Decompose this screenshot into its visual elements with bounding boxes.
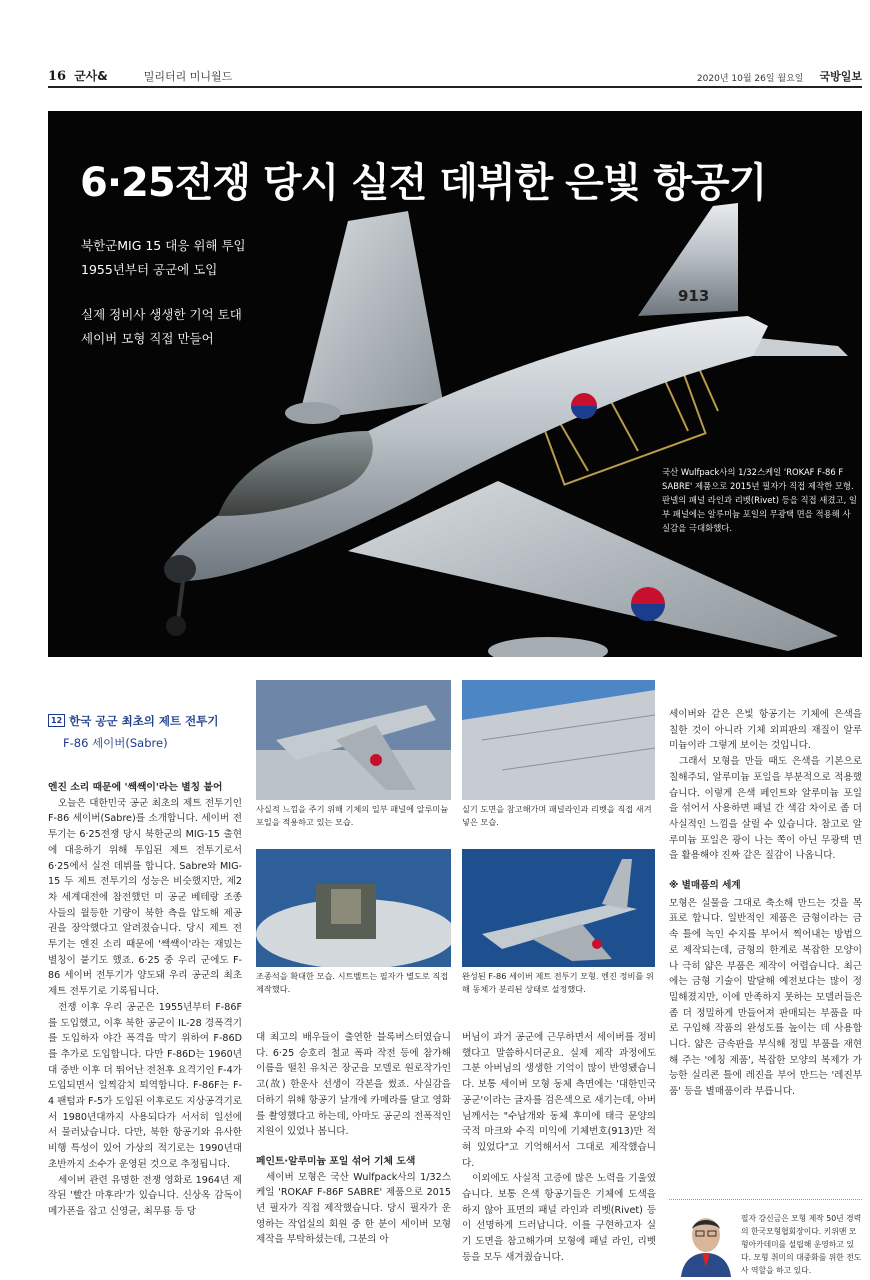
lead-block-2 [81,303,242,351]
series-number: 12 [48,714,65,727]
far-drop-tank [285,402,341,424]
photo-cockpit [256,849,451,967]
paragraph: 오늘은 대한민국 공군 최초의 제트 전투기인 F-86 세이버(Sabre)를 소개합니다. 세이버 전투기는 6·25전쟁 당시 북한군의 MIG-15 출현에 대응하기 위해 투입된 제트 전투기로서 6·25에서 실전 데뷔를 합니다. Sabre와 MIG-15 두 제트 전투기의 성능은 비슷했지만, 제2차 세계대전에 참전했던 미 공군 베테랑 조종사들의 월등한 기량이 북한 측을 압도해 제공권을 장악했다고 알려졌습니다. 당시 제트 전투기는 엔진 소리 때문에 '쌕쌕이'라는 재밌는 별칭이 붙기도 했죠. 6·25 중 우리 군에도 F-86 세이버 전투기가 양도돼 우리 공군의 최초 제트 전투기로 기록됩니다. [48,797,242,998]
photo-caption-1: 사실적 느낌을 주기 위해 기체의 일부 패널에 알루미늄 포일을 적용하고 있는 모습. [256,804,449,827]
tail-number: 913 [678,287,710,305]
author-bio: 필자 강신금은 모형 제작 50년 경력의 한국모형협회장이다. 키위맨 모형아카데미를 설립해 운영하고 있다. 모형 취미의 대중화를 위한 전도사 역할을 하고 있다. [741,1214,862,1275]
near-drop-tank [488,637,608,657]
subhead-line-1: 한국 공군 최초의 제트 전투기 [69,714,219,728]
lead-line: 1955년부터 공군에 도입 [81,262,218,277]
nose-intake [164,555,196,583]
far-wing [298,211,443,421]
lead-block-1 [81,234,246,282]
lead-line: 세이버 모형 직접 만들어 [81,331,214,346]
article-column-4 [669,707,862,1100]
paragraph: 세이버 모형은 국산 Wulfpack사의 1/32스케일 'ROKAF F-86F SABRE' 제품으로 2015년 필자가 직접 제작했습니다. 당시 필자가 운영하는 작업실의 회원 중 한 분이 세이버 모형 제작을 부탁하셨는데, 그분의 아 [256,1171,451,1246]
subhead-line-2: F-86 세이버(Sabre) [63,736,168,750]
article-column-1 [48,780,242,1220]
subsection-name: 밀리터리 미니월드 [143,70,233,83]
photo-foil-application [256,680,451,800]
photo-panel-lines [462,680,655,800]
paragraph: 모형은 실물을 그대로 축소해 만드는 것을 목표로 합니다. 일반적인 제품은 금형이라는 금속 틀에 녹인 수지를 부어서 찍어내는 방법으로 제작되는데, 금형의 한계로 복잡한 모양이나 극히 얇은 부품은 제작이 어렵습니다. 최근에는 금형 기술이 발달해 예전보다는 많이 정밀해졌지만, 이에 만족하지 못하는 모델러들은 좀 더 정밀하게 만들어져 판매되는 부품을 따로 구입해 작품의 완성도를 높이는 데 사용합니다. 얇은 금속판을 부식해 정밀 부품을 재현해 주는 '에칭 제품', 복잡한 모양의 복제가 가능한 실리콘 틀에 레진을 부어 만드는 '레진부품' 등을 별매품이라 부릅니다. [669,897,862,1098]
kicker-2: 페인트·알루미늄 포일 섞어 기체 도색 [256,1155,416,1167]
photo-caption-3: 조종석을 확대한 모습. 시트벨트는 필자가 별도로 직접 제작했다. [256,971,449,994]
hero-title: 6·25전쟁 당시 실전 데뷔한 은빛 항공기 [80,160,767,206]
author-box [669,1199,862,1279]
header-rule [48,86,862,88]
paragraph: 버님이 과거 공군에 근무하면서 세이버를 정비했다고 말씀하시더군요. 실제 제작 과정에도 그분 아버님의 생생한 기억이 많이 반영됐습니다. 보통 세이버 모형 동체 측면에는 '대한민국 공군'이라는 글자를 검은색으로 새기는데, 아버님께서는 "수납개와 동체 후미에 태극 문양의 국적 마크와 수직 미익에 기체번호(913)만 적혀 있었다"고 기억해서서 그대로 제작했습니다. [462,1032,656,1169]
fuselage-roundel [571,393,597,419]
article-subhead [48,710,218,754]
paragraph: 대 최고의 배우들이 출연한 블록버스터였습니다. 6·25 승호리 철교 폭파 작전 등에 참가해 이름을 떨친 유치곤 장군을 모델로 원로작가인 고(故) 한운사 선생이 각본을 썼죠. 사실감을 더하기 위해 항공기 날개에 카메라를 달고 영화를 촬영했다고 하는데, 아마도 공군의 전폭적인 지원이 있었나 봅니다. [256,1032,451,1138]
section-name: 군사& [74,69,108,83]
article-column-3 [462,1030,656,1266]
paragraph: 전쟁 이후 우리 공군은 1955년부터 F-86F를 도입했고, 이후 북한 공군이 IL-28 경폭격기를 도입하자 야간 폭격을 막기 위하여 F-86D를 추가로 도입합니다. 다만 F-86D는 1960년대 중반 이후 더 뛰어난 전천후 요격기인 F-4가 도입되면서 일찍감치 퇴역합니다. F-86F는 F-4 팬텀과 F-5가 도입된 이후로도 지상공격기로서 1980년대까지 사용되다가 서서히 일선에서 물러났습니다. 다만, 북한 항공기와 유사한 비행 특성이 있어 가상의 적기로는 1990년대 초반까지 소수가 운영된 것으로 추정됩니다. [48,1001,242,1170]
kicker: 엔진 소리 때문에 '쌕쌕이'라는 별칭 붙어 [48,782,223,793]
paragraph: 세이버 관련 유명한 전쟁 영화로 1964년 제작된 '빨간 마후라'가 있습니다. 신상옥 감독이 메가폰을 잡고 신영균, 최무룡 등 당 [48,1174,242,1217]
lead-line: 북한군MIG 15 대응 위해 투입 [81,238,246,253]
wing-roundel [631,587,665,621]
page-number: 16 [48,69,67,84]
nose-gear [166,581,186,636]
photo-caption-4: 완성된 F-86 세이버 제트 전투기 모형. 엔진 정비를 위해 동체가 분리된 상태로 설정했다. [462,971,654,994]
issue-date: 2020년 10월 26일 월요일 [696,74,804,84]
lead-line: 실제 정비사 생생한 기억 토대 [81,307,242,322]
page-header [48,62,862,84]
hero-caption: 국산 Wulfpack사의 1/32스케일 'ROKAF F-86 F SABRE' 제품으로 2015년 필자가 직접 제작한 모형. 판넬의 패널 라인과 리벳(Rivet) 등을 직접 새겼고, 일부 패널에는 알루미늄 포일의 무광택 면을 적용해 사실감을 극대화했다. [662,467,857,533]
paragraph: 그래서 모형을 만들 때도 은색을 기본으로 칠해주되, 알루미늄 포일을 부분적으로 적용했습니다. 이렇게 은색 페인트와 알루미늄 포일을 섞어서 사용하면 패널 간 색감 차이로 좀 더 사실적인 느낌을 살릴 수 있습니다. 참고로 알루미늄 포일은 광이 나는 쪽이 아닌 무광택 면을 활용해야 진짜 같은 질감이 나옵니다. [669,756,862,862]
sidebar-box-heading: ※ 별매품의 세계 [669,880,741,892]
author-photo [677,1211,735,1277]
paragraph: 이외에도 사실적 고증에 많은 노력을 기울였습니다. 보통 은색 항공기들은 기체에 도색을 하지 않아 표면의 패널 라인과 리벳(Rivet) 등이 선명하게 드러납니다. 이를 구현하고자 실기 도면을 참고해가며 모형에 패널 라인, 리벳 등을 모두 새겨줬습니다. [462,1173,656,1263]
article-column-2 [256,1030,451,1248]
photo-completed-model [462,849,655,967]
newspaper-name: 국방일보 [819,70,862,83]
hero-photo [48,111,862,657]
paragraph: 세이버와 같은 은빛 항공기는 기체에 은색을 칠한 것이 아니라 기체 외피판의 재질이 알루미늄이라 그렇게 보이는 것입니다. [669,709,862,752]
photo-caption-2: 실기 도면을 참고해가며 패널라인과 리벳을 직접 새겨넣은 모습. [462,804,652,827]
